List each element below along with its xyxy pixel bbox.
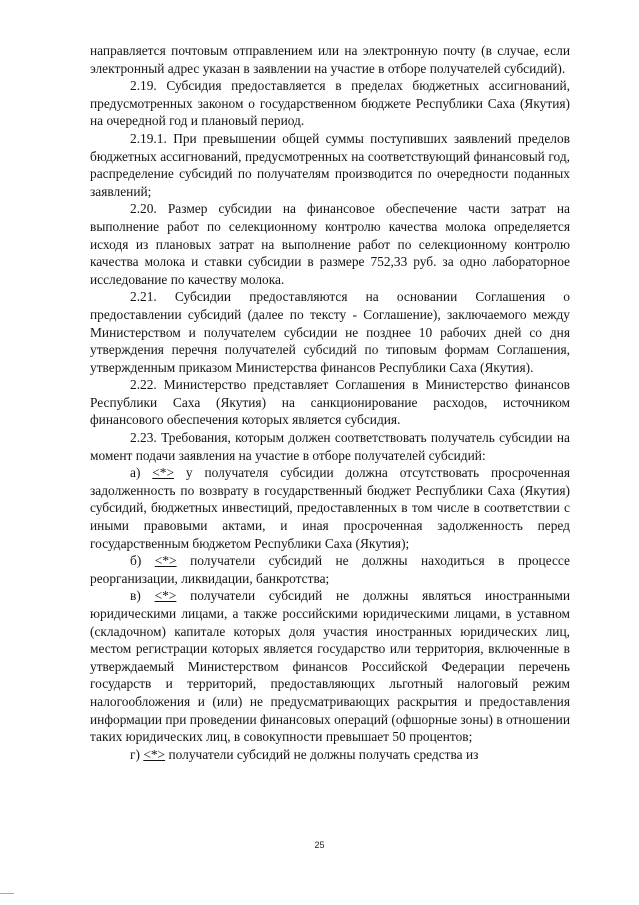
paragraph-2-23 xyxy=(90,429,570,464)
subparagraph-letter: б) xyxy=(130,553,142,569)
paragraph-2-19-1 xyxy=(90,130,570,200)
paragraph-number: 2.19.1. xyxy=(130,130,167,146)
paragraph-text: Министерство представляет Соглашения в Министерство финансов Республики Саха (Якутия) на санкционирование расходов, источником финансового обеспечения которых является субсидия. xyxy=(90,377,570,428)
paragraph-number: 2.22. xyxy=(130,377,157,393)
paragraph-2-20 xyxy=(90,200,570,288)
paragraph-number: 2.19. xyxy=(130,78,157,94)
paragraph-text: Субсидия предоставляется в пределах бюджетных ассигнований, предусмотренных законом о государственном бюджете Республики Саха (Якутия) на очередной год и плановый период. xyxy=(90,78,570,129)
subparagraph-letter: а) xyxy=(130,465,141,481)
footnote-reference-link[interactable]: <*> xyxy=(154,588,177,604)
paragraph-number: 2.23. xyxy=(130,430,157,446)
subparagraph-letter: в) xyxy=(130,588,141,604)
subparagraph-b xyxy=(90,552,570,587)
page-edge-mark xyxy=(0,893,14,894)
paragraph-text: получатели субсидий не должны получать средства из xyxy=(168,746,479,762)
paragraph-text: получатели субсидий не должны находиться в процессе реорганизации, ликвидации, банкротства; xyxy=(90,553,570,586)
footnote-reference-link[interactable]: <*> xyxy=(152,465,175,481)
paragraph-text: Требования, которым должен соответствовать получатель субсидии на момент подачи заявления на участие в отборе получателей субсидий: xyxy=(90,430,570,463)
paragraph-text: направляется почтовым отправлением или на электронную почту (в случае, если электронный адрес указан в заявлении на участие в отборе получателей субсидий). xyxy=(90,43,570,76)
subparagraph-letter: г) xyxy=(130,746,140,762)
paragraph-continuation xyxy=(90,42,570,77)
paragraph-text: получатели субсидий не должны являться иностранными юридическими лицами, а также российскими юридическими лицами, в уставном (складочном) капитале которых доля участия иностранных юридических лиц, местом регистрации которых является государство или территория, включенные в утверждаемый Министерством финансов Российской Федерации перечень государств и территорий, предоставляющих льготный налоговый режим налогообложения и (или) не предусматривающих раскрытия и предоставления информации при проведении финансовых операций (офшорные зоны) в отношении таких юридических лиц, в совокупности превышает 50 процентов; xyxy=(90,588,570,745)
footnote-reference-link[interactable]: <*> xyxy=(154,553,177,569)
subparagraph-v xyxy=(90,587,570,745)
page-number: 25 xyxy=(314,840,325,850)
paragraph-2-19 xyxy=(90,77,570,130)
paragraph-number: 2.20. xyxy=(130,201,157,217)
paragraph-2-21 xyxy=(90,288,570,376)
paragraph-2-22 xyxy=(90,376,570,429)
paragraph-number: 2.21. xyxy=(130,289,157,305)
paragraph-text: При превышении общей суммы поступивших заявлений пределов бюджетных ассигнований, предусмотренных на соответствующий финансовый год, распределение субсидий по получателям производится по очередности поданных заявлений; xyxy=(90,130,570,199)
document-body xyxy=(90,42,570,763)
paragraph-text: Субсидии предоставляются на основании Соглашения о предоставлении субсидий (далее по тексту - Соглашение), заключаемого между Министерством и получателем субсидии не позднее 10 рабочих дней со дня утверждения перечня получателей субсидий по типовым формам Соглашения, утвержденным приказом Министерства финансов Республики Саха (Якутия). xyxy=(90,289,570,375)
paragraph-text: у получателя субсидии должна отсутствовать просроченная задолженность по возврату в государственный бюджет Республики Саха (Якутия) субсидий, бюджетных инвестиций, предоставленных в том числе в соответствии с иными правовыми актами, и иная просроченная задолженность перед государственным бюджетом Республики Саха (Якутия); xyxy=(90,465,570,551)
footnote-reference-link[interactable]: <*> xyxy=(143,746,166,762)
subparagraph-a xyxy=(90,464,570,552)
paragraph-text: Размер субсидии на финансовое обеспечение части затрат на выполнение работ по селекционному контролю качества молока определяется исходя из плановых затрат на выполнение работ по селекционному контролю качества молока и ставки субсидии в размере 752,33 руб. за одно лабораторное исследование по качеству молока. xyxy=(90,201,570,287)
subparagraph-g xyxy=(90,746,570,764)
